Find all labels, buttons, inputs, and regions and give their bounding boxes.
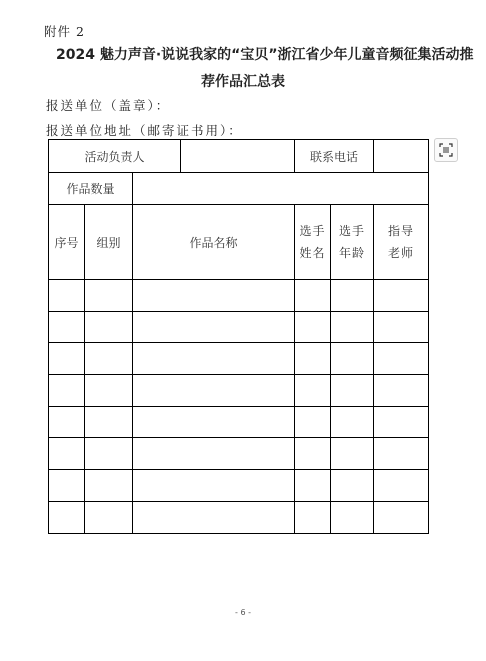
cell-player-age[interactable] bbox=[331, 502, 374, 534]
cell-player-age[interactable] bbox=[331, 280, 374, 312]
cell-group[interactable] bbox=[85, 438, 133, 470]
cell-work-name[interactable] bbox=[133, 502, 295, 534]
cell-player-name[interactable] bbox=[295, 407, 331, 438]
cell-seq[interactable] bbox=[49, 343, 85, 375]
table-row bbox=[49, 312, 429, 343]
cell-teacher[interactable] bbox=[374, 375, 429, 407]
cell-player-age[interactable] bbox=[331, 470, 374, 502]
cell-teacher[interactable] bbox=[374, 312, 429, 343]
col-header-teacher-line1: 指导 bbox=[388, 224, 415, 238]
document-title-continued: 荐作品汇总表 bbox=[201, 74, 285, 90]
cell-player-name[interactable] bbox=[295, 502, 331, 534]
cell-seq[interactable] bbox=[49, 470, 85, 502]
work-count-label: 作品数量 bbox=[49, 173, 133, 205]
cell-player-name[interactable] bbox=[295, 312, 331, 343]
cell-player-age[interactable] bbox=[331, 407, 374, 438]
submission-table bbox=[48, 139, 429, 534]
cell-seq[interactable] bbox=[49, 280, 85, 312]
cell-group[interactable] bbox=[85, 343, 133, 375]
reporting-address-label: 报送单位地址（邮寄证书用）： bbox=[46, 123, 243, 138]
cell-work-name[interactable] bbox=[133, 280, 295, 312]
cell-player-name[interactable] bbox=[295, 343, 331, 375]
document-title: 2024 魅力声音·说说我家的“宝贝”浙江省少年儿童音频征集活动推 bbox=[56, 47, 474, 63]
col-header-work-name: 作品名称 bbox=[133, 205, 295, 280]
cell-seq[interactable] bbox=[49, 502, 85, 534]
contact-row bbox=[49, 140, 429, 173]
col-header-player-age-line1: 选手 bbox=[339, 224, 366, 238]
cell-work-name[interactable] bbox=[133, 470, 295, 502]
table-body bbox=[49, 280, 429, 534]
cell-group[interactable] bbox=[85, 502, 133, 534]
count-row bbox=[49, 173, 429, 205]
cell-group[interactable] bbox=[85, 312, 133, 343]
cell-player-age[interactable] bbox=[331, 312, 374, 343]
cell-player-name[interactable] bbox=[295, 280, 331, 312]
col-header-player-name bbox=[295, 205, 331, 280]
cell-teacher[interactable] bbox=[374, 502, 429, 534]
cell-teacher[interactable] bbox=[374, 343, 429, 375]
cell-work-name[interactable] bbox=[133, 343, 295, 375]
cell-work-name[interactable] bbox=[133, 438, 295, 470]
col-header-teacher-line2: 老师 bbox=[388, 246, 415, 260]
table-row bbox=[49, 407, 429, 438]
cell-teacher[interactable] bbox=[374, 438, 429, 470]
table-row bbox=[49, 280, 429, 312]
col-header-player-age-line2: 年龄 bbox=[339, 246, 366, 260]
cell-seq[interactable] bbox=[49, 375, 85, 407]
cell-teacher[interactable] bbox=[374, 470, 429, 502]
work-count-field[interactable] bbox=[133, 173, 429, 205]
cell-seq[interactable] bbox=[49, 438, 85, 470]
contact-person-field[interactable] bbox=[181, 140, 295, 173]
annex-label: 附件 2 bbox=[44, 24, 85, 39]
cell-teacher[interactable] bbox=[374, 280, 429, 312]
scan-icon[interactable] bbox=[434, 138, 458, 162]
col-header-player-name-line1: 选手 bbox=[299, 224, 326, 238]
col-header-player-name-line2: 姓名 bbox=[299, 246, 326, 260]
col-header-player-age bbox=[331, 205, 374, 280]
table-row bbox=[49, 502, 429, 534]
cell-player-name[interactable] bbox=[295, 470, 331, 502]
col-header-teacher bbox=[374, 205, 429, 280]
contact-person-label: 活动负责人 bbox=[49, 140, 181, 173]
table-row bbox=[49, 438, 429, 470]
cell-seq[interactable] bbox=[49, 312, 85, 343]
cell-seq[interactable] bbox=[49, 407, 85, 438]
cell-player-name[interactable] bbox=[295, 375, 331, 407]
table-row bbox=[49, 343, 429, 375]
scan-icon-glyph bbox=[439, 143, 453, 157]
cell-teacher[interactable] bbox=[374, 407, 429, 438]
col-header-group: 组别 bbox=[85, 205, 133, 280]
col-header-seq: 序号 bbox=[49, 205, 85, 280]
cell-group[interactable] bbox=[85, 375, 133, 407]
header-row bbox=[49, 205, 429, 280]
reporting-unit-label: 报送单位（盖章）： bbox=[46, 98, 171, 113]
cell-group[interactable] bbox=[85, 407, 133, 438]
cell-player-age[interactable] bbox=[331, 375, 374, 407]
cell-group[interactable] bbox=[85, 280, 133, 312]
cell-work-name[interactable] bbox=[133, 375, 295, 407]
cell-player-age[interactable] bbox=[331, 343, 374, 375]
cell-work-name[interactable] bbox=[133, 407, 295, 438]
cell-player-age[interactable] bbox=[331, 438, 374, 470]
page-number: - 6 - bbox=[235, 608, 251, 617]
phone-field[interactable] bbox=[374, 140, 429, 173]
cell-work-name[interactable] bbox=[133, 312, 295, 343]
phone-label: 联系电话 bbox=[295, 140, 374, 173]
table-row bbox=[49, 470, 429, 502]
cell-group[interactable] bbox=[85, 470, 133, 502]
table-row bbox=[49, 375, 429, 407]
cell-player-name[interactable] bbox=[295, 438, 331, 470]
